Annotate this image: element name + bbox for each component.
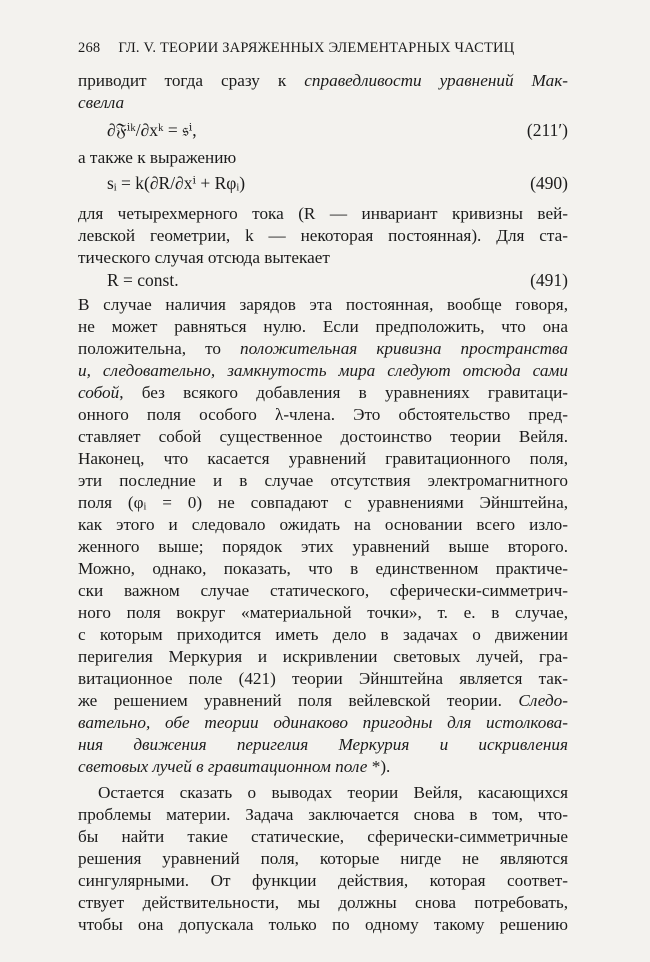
text-line: проблемы материи. Задача заключается снова в том, что- [78, 805, 568, 824]
text-line: ставляет собой существенное достоинство теории Вейля. [78, 427, 568, 446]
text-line: сингулярными. От функции действия, которая соответ- [78, 871, 568, 890]
text-line: ния движения перигелия Меркурия и искривления [78, 735, 568, 754]
text-line: поля (φᵢ = 0) не совпадают с уравнениями Эйнштейна, [78, 493, 568, 512]
text-line: витационное поле (421) теории Эйнштейна является так- [78, 669, 568, 688]
text-line: приводит тогда сразу к справедливости уравнений Мак- [78, 71, 568, 90]
equation-211: ∂𝔉ⁱᵏ/∂xᵏ = 𝔰ⁱ, [107, 120, 197, 140]
running-header [78, 37, 568, 59]
page-number: 268 [78, 40, 101, 56]
text-line: с которым приходится иметь дело в задачах о движении [78, 625, 568, 644]
equation-number-491: (491) [530, 270, 568, 290]
text-line: собой, без всякого добавления в уравнениях гравитаци- [78, 383, 568, 402]
text-line: Остается сказать о выводах теории Вейля, касающихся [98, 783, 568, 802]
text-line: положительна, то положительная кривизна пространства [78, 339, 568, 358]
text-line: онного поля особого λ-члена. Это обстоятельство пред- [78, 405, 568, 424]
text-line: чтобы она допускала только по одному такому решению [78, 915, 568, 934]
text-line: бы найти такие статические, сферически-симметричные [78, 827, 568, 846]
text-line: решения уравнений поля, которые нигде не являются [78, 849, 568, 868]
text-line: световых лучей в гравитационном поле *). [78, 757, 391, 776]
text-line: В случае наличия зарядов эта постоянная, вообще говоря, [78, 295, 568, 314]
equation-490: sᵢ = k(∂R/∂xⁱ + Rφᵢ) [107, 173, 246, 193]
text-line: как этого и следовало ожидать на основании всего изло- [78, 515, 568, 534]
text-line: свелла [78, 93, 125, 112]
text-line: же решением уравнений поля вейлевской теории. Следо- [78, 691, 568, 710]
text-line: вательно, обе теории одинаково пригодны для истолкова- [78, 713, 568, 732]
text-line: ствует действительности, мы должны снова потребовать, [78, 893, 568, 912]
text-line: эти последние и в случае отсутствия электромагнитного [78, 471, 568, 490]
text-line: левской геометрии, k — некоторая постоянная). Для ста- [78, 226, 568, 245]
text-line: женного выше; порядок этих уравнений выше второго. [78, 537, 568, 556]
running-title: ГЛ. V. ТЕОРИИ ЗАРЯЖЕННЫХ ЭЛЕМЕНТАРНЫХ ЧАСТИЦ [118, 40, 515, 56]
text-line: ного поля вокруг «материальной точки», т. е. в случае, [78, 603, 568, 622]
text-line: и, следовательно, замкнутость мира следуют отсюда сами [78, 361, 568, 380]
text-line: тического случая отсюда вытекает [78, 248, 330, 267]
text-line: ски важном случае статического, сферически-симметрич- [78, 581, 568, 600]
text-line: для четырехмерного тока (R — инвариант кривизны вей- [78, 204, 568, 223]
equation-number-211: (211′) [526, 120, 568, 140]
text-line: а также к выражению [78, 148, 237, 167]
text-line: не может равняться нулю. Если предположить, что она [78, 317, 568, 336]
equation-number-490: (490) [530, 173, 568, 193]
text-line: Наконец, что касается уравнений гравитационного поля, [78, 449, 568, 468]
text-line: перигелия Меркурия и искривлении световых лучей, гра- [78, 647, 568, 666]
text-line: Можно, однако, показать, что в единственном практиче- [78, 559, 568, 578]
equation-491: R = const. [107, 270, 179, 290]
footnote-ref: *). [367, 757, 391, 776]
